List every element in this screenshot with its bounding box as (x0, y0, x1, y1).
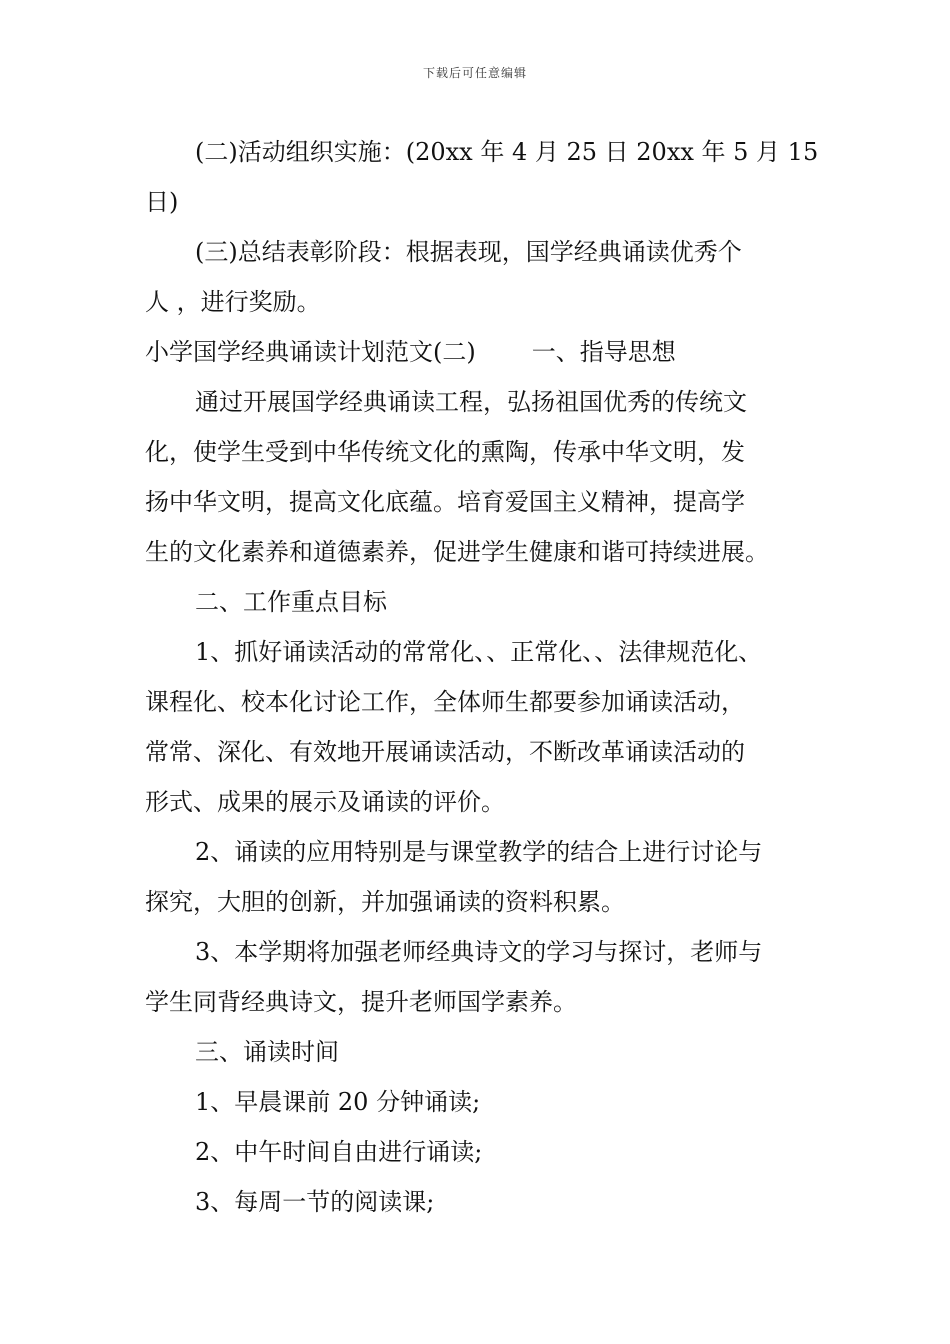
text-line: 通过开展国学经典诵读工程，弘扬祖国优秀的传统文 (195, 388, 747, 416)
heading-line (145, 327, 825, 377)
paragraph-goal-3 (145, 927, 825, 1027)
paragraph-guiding-idea (145, 377, 825, 577)
text-line: 探究，大胆的创新，并加强诵读的资料积累。 (145, 888, 625, 916)
text-line: 扬中华文明，提高文化底蕴。培育爱国主义精神，提高学 (145, 488, 745, 516)
paragraph-goal-2 (145, 827, 825, 927)
paragraph-summary-stage (145, 227, 825, 327)
list-item: 2、中午时间自由进行诵读; (195, 1138, 483, 1166)
text-line: 日) (145, 188, 179, 216)
section-heading-work-goals: 二、工作重点目标 (195, 588, 387, 616)
text-line: (三)总结表彰阶段：根据表现，国学经典诵读优秀个 (195, 238, 742, 266)
paragraph-activity-implementation (145, 127, 825, 227)
text-line: 化，使学生受到中华传统文化的熏陶，传承中华文明，发 (145, 438, 745, 466)
text-line: 常常、深化、有效地开展诵读活动，不断改革诵读活动的 (145, 738, 745, 766)
text-line: 课程化、校本化讨论工作，全体师生都要参加诵读活动， (145, 688, 745, 716)
document-body (145, 127, 825, 1227)
text-line: (二)活动组织实施：(20xx 年 4 月 25 日 20xx 年 5 月 15 (195, 138, 819, 166)
text-line: 形式、成果的展示及诵读的评价。 (145, 788, 505, 816)
text-line: 学生同背经典诗文，提升老师国学素养。 (145, 988, 577, 1016)
section-heading-guiding-idea: 一、指导思想 (531, 338, 676, 366)
document-title: 小学国学经典诵读计划范文(二) (145, 338, 476, 366)
section-heading-reading-time: 三、诵读时间 (195, 1038, 339, 1066)
header-note: 下载后可任意编辑 (422, 66, 527, 80)
text-line: 人 ，进行奖励。 (145, 288, 321, 316)
list-item: 1、早晨课前 20 分钟诵读; (195, 1088, 481, 1116)
text-line: 1、抓好诵读活动的常常化、、正常化、、法律规范化、 (195, 638, 763, 666)
text-line: 2、诵读的应用特别是与课堂教学的结合上进行讨论与 (195, 838, 763, 866)
text-line: 生的文化素养和道德素养，促进学生健康和谐可持续进展。 (145, 538, 769, 566)
text-line: 3、本学期将加强老师经典诗文的学习与探讨，老师与 (195, 938, 763, 966)
paragraph-goal-1 (145, 627, 825, 827)
list-item: 3、每周一节的阅读课; (195, 1188, 435, 1216)
